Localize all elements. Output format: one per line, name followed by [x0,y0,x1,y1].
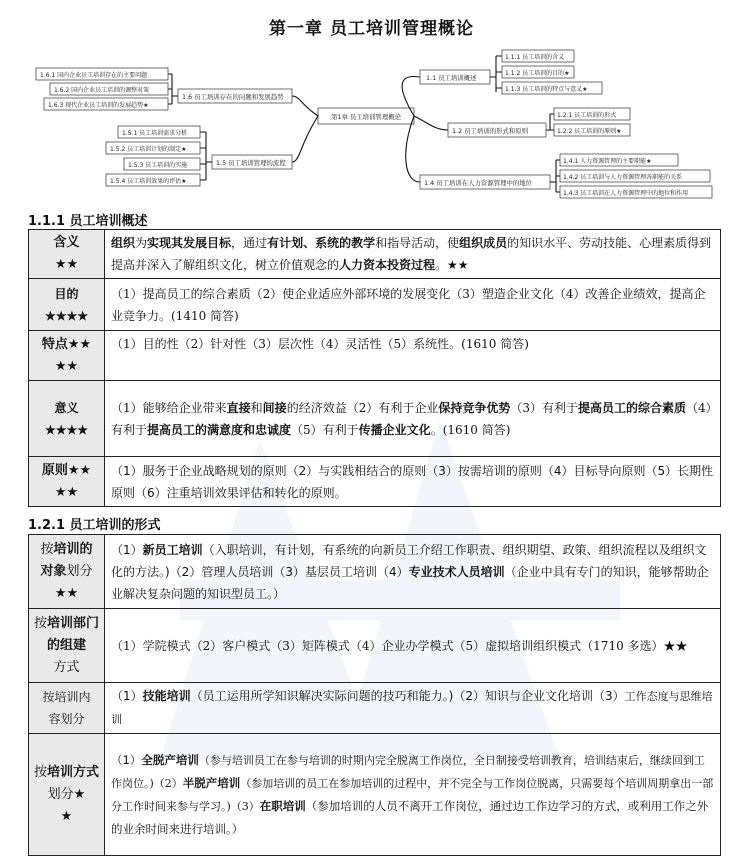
forms-table [28,534,721,856]
mindmap-leaf: 1.5.2 员工培训计划的制定★ [110,146,187,153]
table-row [29,457,721,507]
mindmap-leaf: 1.6.1 国内企业员工培训存在的主要问题 [40,72,148,79]
table-row [29,279,721,331]
row-label: 特点★★ ★★ [29,331,105,381]
table-row [29,230,721,279]
row-label: 目的 ★★★★ [29,279,105,331]
mindmap-leaf: 1.4.3 员工培训在人力资源管理中的地位和作用 [563,190,689,197]
page-title: 第一章 员工培训管理概论 [269,19,474,39]
row-label: 按培训的 对象划分 ★★ [29,535,105,609]
row-label: 按培训方式划分★ ★ [29,734,105,856]
row-content: （1）目的性（2）针对性（3）层次性（4）灵活性（5）系统性。(1610 简答) [105,331,721,381]
table-row [29,734,721,856]
mindmap-leaf: 1.2.2 员工培训的原则★ [557,128,622,135]
mindmap-branch-label: 1.5 员工培训管理的流程 [216,159,286,167]
row-content: （1）能够给企业带来直接和间接的经济效益（2）有利于企业保持竞争优势（3）有利于提高员工的综合素质（4）有利于提高员工的满意度和忠诚度（5）有利于传播企业文化。(1610 简答) [105,381,721,457]
mindmap-leaf: 1.1.1 员工培训的含义 [505,54,565,61]
mindmap-branch-label: 1.2 员工培训的形式和原则 [452,127,529,135]
mindmap-leaf: 1.6.2 国内企业员工培训的调整对策 [54,87,150,94]
row-content: 组织为实现其发展目标，通过有计划、系统的教学和指导活动，使组织成员的知识水平、劳动技能、心理素质得到提高并深入了解组织文化，树立价值观念的人力资本投资过程。★★ [105,230,721,279]
mindmap-branch-label: 1.6 员工培训存在的问题和发展趋势 [182,93,284,101]
section-heading: 1.2.1 员工培训的形式 [28,518,161,533]
table-row [29,535,721,609]
row-content: （1）新员工培训（入职培训，有计划，有系统的向新员工介绍工作职责、组织期望、政策、组织流程以及组织文化的方法。)（2）管理人员培训（3）基层员工培训（4）专业技术人员培训（企业中具有专门的知识，能够帮助企业解决复杂问题的知识型员工。） [105,535,721,609]
mindmap-branch-label: 1.1 员工培训概述 [426,74,477,82]
table-row [29,381,721,457]
overview-table [28,229,721,507]
row-label: 含义 ★★ [29,230,105,279]
table-row [29,331,721,381]
row-content: （1）全脱产培训（参与培训员工在参与培训的时期内完全脱离工作岗位，全日制接受培训教育，培训结束后，继续回到工作岗位。)（2）半脱产培训（参加培训的员工在参加培训的过程中，并不完全与工作岗位脱离，只需要每个培训周期拿出一部分工作时间来参与学习。)（3）在职培训（参加培训的人员不离开工作岗位，通过边工作边学习的方式，或利用工作之外的业余时间来进行培训。） [105,734,721,856]
mind-map [0,44,743,204]
mindmap-leaf: 1.6.3 现代企业员工培训的发展趋势★ [48,102,149,109]
mindmap-leaf: 1.5.3 员工培训的实施 [128,162,188,169]
row-content: （1）提高员工的综合素质（2）使企业适应外部环境的发展变化（3）塑造企业文化（4）改善企业绩效，提高企业竞争力。(1410 简答) [105,279,721,331]
section-heading: 1.1.1 员工培训概述 [28,214,148,229]
row-content: （1）学院模式（2）客户模式（3）矩阵模式（4）企业办学模式（5）虚拟培训组织模式（1710 多选）★★ [105,609,721,683]
row-label: 按培训内 容划分 [29,683,105,734]
row-label: 原则★★ ★★ [29,457,105,507]
mindmap-leaf: 1.2.1 员工培训的形式 [557,112,617,119]
row-label: 意义 ★★★★ [29,381,105,457]
mindmap-leaf: 1.4.1 人力资源管理的主要职能★ [563,158,652,165]
row-label: 按培训部门的组建 方式 [29,609,105,683]
mindmap-leaf: 1.5.4 员工培训效果的评估★ [110,178,187,185]
mindmap-leaf: 1.4.2 员工培训与人力资源管理各职能的关系 [563,174,683,181]
mindmap-leaf: 1.1.3 员工培训的特点与意义★ [505,86,588,93]
row-content: （1）技能培训（员工运用所学知识解决实际问题的技巧和能力。)（2）知识与企业文化培训（3）工作态度与思维培训 [105,683,721,734]
mindmap-center-label: 第1章 员工培训管理概论 [330,113,402,121]
table-row [29,609,721,683]
mindmap-leaf: 1.1.2 员工培训的目的★ [505,70,570,77]
table-row [29,683,721,734]
mindmap-branch-label: 1.4 员工培训在人力资源管理中的地位 [424,179,533,187]
row-content: （1）服务于企业战略规划的原则（2）与实践相结合的原则（3）按需培训的原则（4）目标导向原则（5）长期性原则（6）注重培训效果评估和转化的原则。 [105,457,721,507]
mindmap-leaf: 1.5.1 员工培训需求分析 [122,130,188,137]
